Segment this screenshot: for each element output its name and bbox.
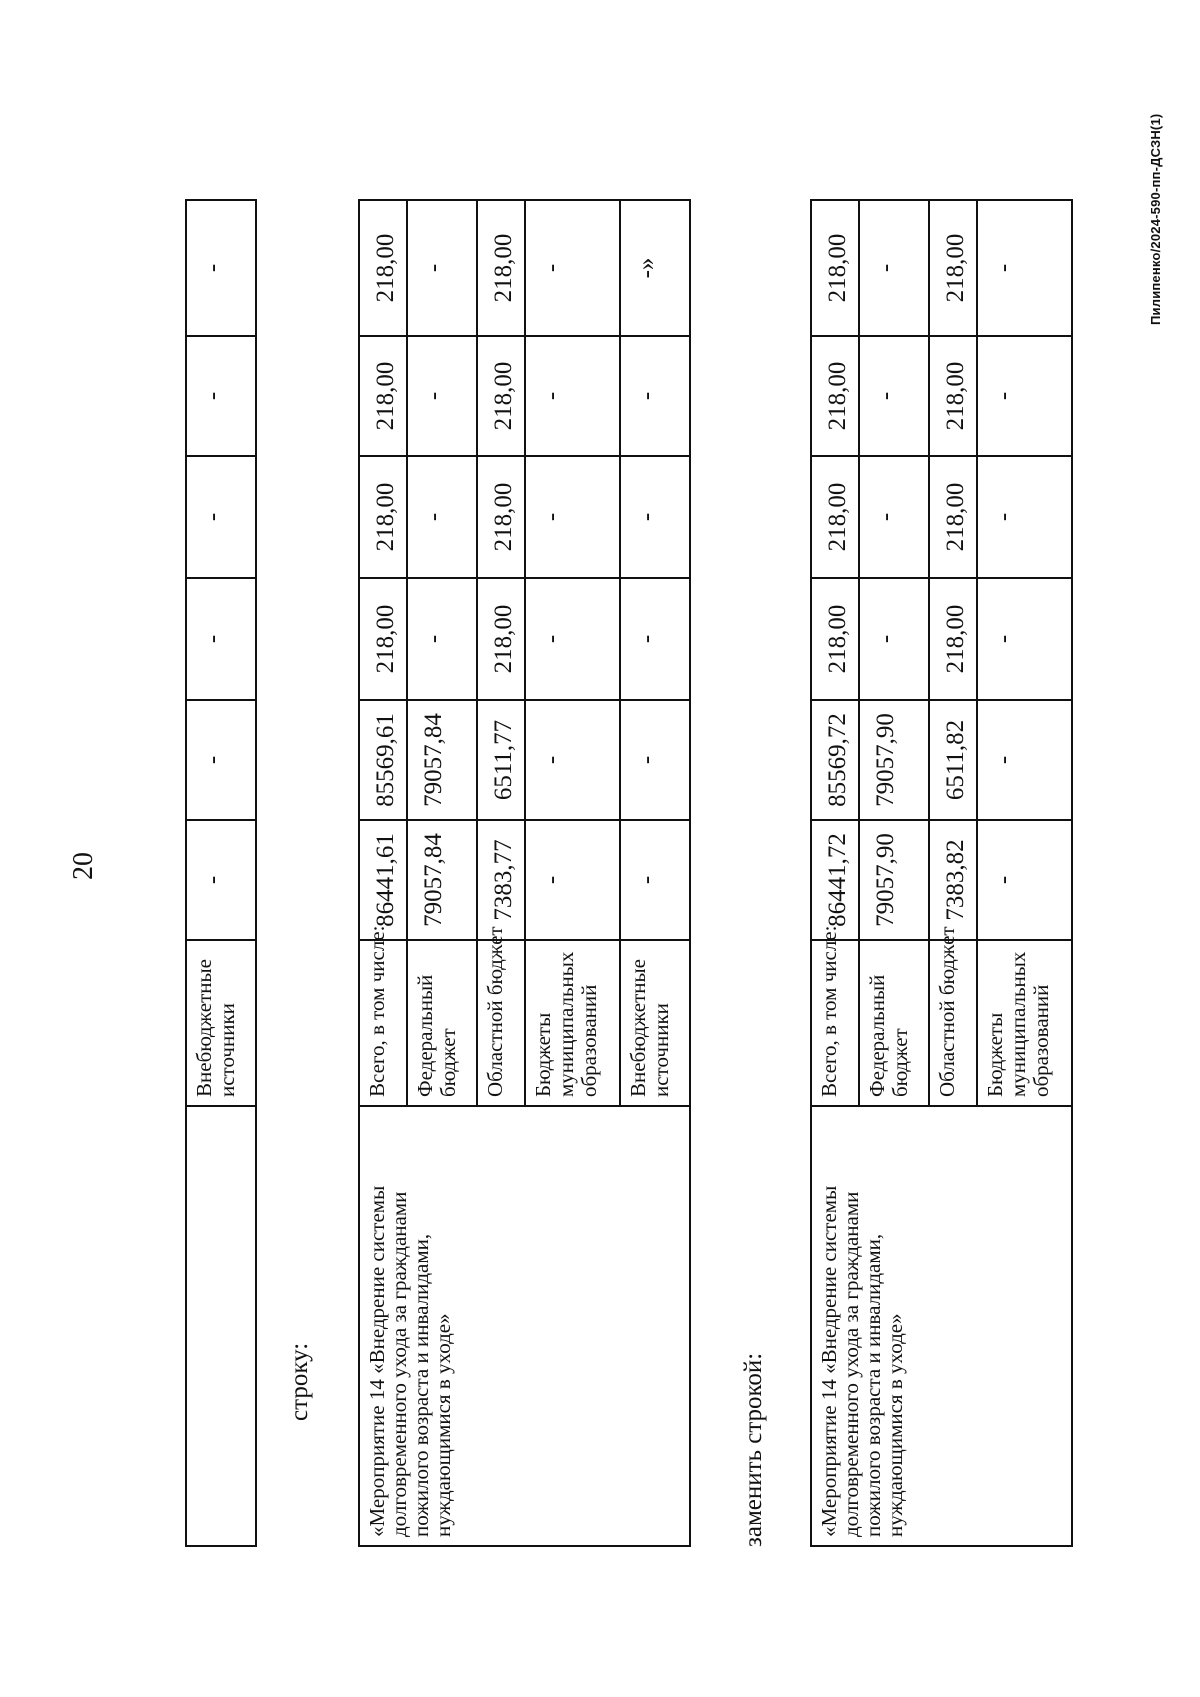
event-description: «Мероприятие 14 «Внедрение системы долговременного ухода за гражданами пожилого возраста и инвалидами, нуждающимися в уходе»: [811, 1106, 1072, 1546]
value-cell: -: [859, 336, 929, 456]
value-cell: 218,00: [811, 578, 859, 700]
value-cell: 218,00: [929, 336, 977, 456]
value-cell: 218,00: [477, 456, 525, 578]
value-cell: 218,00: [811, 336, 859, 456]
value-cell: -: [977, 456, 1072, 578]
document-footer-code: Пилипенко/2024-590-пп-ДСЗН(1): [1148, 113, 1163, 325]
value-cell: -: [407, 200, 477, 336]
value-cell: 218,00: [929, 456, 977, 578]
table-row: [359, 200, 407, 1546]
source-cell: Всего, в том числе:: [811, 940, 859, 1106]
value-cell: 218,00: [359, 578, 407, 700]
value-cell: -: [186, 578, 256, 700]
source-cell: Областной бюджет: [929, 940, 977, 1106]
source-cell: Бюджеты муниципальных образований: [525, 940, 620, 1106]
value-cell: 218,00: [359, 456, 407, 578]
value-cell: 85569,61: [359, 700, 407, 820]
new-row-table: [810, 199, 1073, 1547]
top-fragment-table: [185, 199, 257, 1547]
value-cell: -: [525, 578, 620, 700]
page-number: 20: [68, 852, 99, 880]
value-cell: 218,00: [929, 578, 977, 700]
source-cell: Областной бюджет: [477, 940, 525, 1106]
value-cell: 7383,82: [929, 820, 977, 940]
event-cell-empty: [186, 1106, 256, 1546]
value-cell: -: [977, 700, 1072, 820]
old-row-table: [358, 199, 691, 1547]
table-row: [186, 200, 256, 1546]
value-cell: 6511,77: [477, 700, 525, 820]
value-cell: -»: [620, 200, 690, 336]
value-cell: -: [620, 820, 690, 940]
value-cell: -: [977, 820, 1072, 940]
source-cell: Внебюджетные источники: [620, 940, 690, 1106]
value-cell: -: [525, 336, 620, 456]
source-cell: Бюджеты муниципальных образований: [977, 940, 1072, 1106]
source-cell: Внебюджетные источники: [186, 940, 256, 1106]
source-cell: Федеральный бюджет: [859, 940, 929, 1106]
value-cell: 79057,84: [407, 700, 477, 820]
value-cell: -: [977, 578, 1072, 700]
value-cell: -: [186, 336, 256, 456]
value-cell: 218,00: [477, 336, 525, 456]
value-cell: -: [859, 578, 929, 700]
value-cell: -: [525, 456, 620, 578]
value-cell: 6511,82: [929, 700, 977, 820]
table-row: [811, 200, 859, 1546]
value-cell: -: [186, 820, 256, 940]
value-cell: -: [620, 336, 690, 456]
value-cell: -: [859, 200, 929, 336]
value-cell: 86441,72: [811, 820, 859, 940]
value-cell: 218,00: [359, 200, 407, 336]
value-cell: 218,00: [359, 336, 407, 456]
value-cell: 85569,72: [811, 700, 859, 820]
event-description: «Мероприятие 14 «Внедрение системы долговременного ухода за гражданами пожилого возраста и инвалидами, нуждающимися в уходе»: [359, 1106, 690, 1546]
value-cell: -: [407, 336, 477, 456]
source-cell: Федеральный бюджет: [407, 940, 477, 1106]
value-cell: -: [407, 456, 477, 578]
value-cell: -: [525, 200, 620, 336]
value-cell: -: [525, 820, 620, 940]
value-cell: 79057,90: [859, 700, 929, 820]
value-cell: 86441,61: [359, 820, 407, 940]
value-cell: 7383,77: [477, 820, 525, 940]
label-after: заменить строкой:: [740, 1352, 767, 1547]
value-cell: 79057,84: [407, 820, 477, 940]
value-cell: -: [620, 578, 690, 700]
label-before: строку:: [286, 1342, 313, 1421]
value-cell: -: [407, 578, 477, 700]
value-cell: -: [186, 700, 256, 820]
value-cell: -: [620, 700, 690, 820]
value-cell: 218,00: [477, 578, 525, 700]
value-cell: -: [186, 456, 256, 578]
value-cell: -: [977, 336, 1072, 456]
value-cell: 218,00: [929, 200, 977, 336]
source-cell: Всего, в том числе:: [359, 940, 407, 1106]
value-cell: 218,00: [477, 200, 525, 336]
value-cell: -: [977, 200, 1072, 336]
value-cell: 218,00: [811, 200, 859, 336]
value-cell: -: [525, 700, 620, 820]
value-cell: 79057,90: [859, 820, 929, 940]
value-cell: -: [186, 200, 256, 336]
value-cell: -: [859, 456, 929, 578]
value-cell: 218,00: [811, 456, 859, 578]
value-cell: -: [620, 456, 690, 578]
